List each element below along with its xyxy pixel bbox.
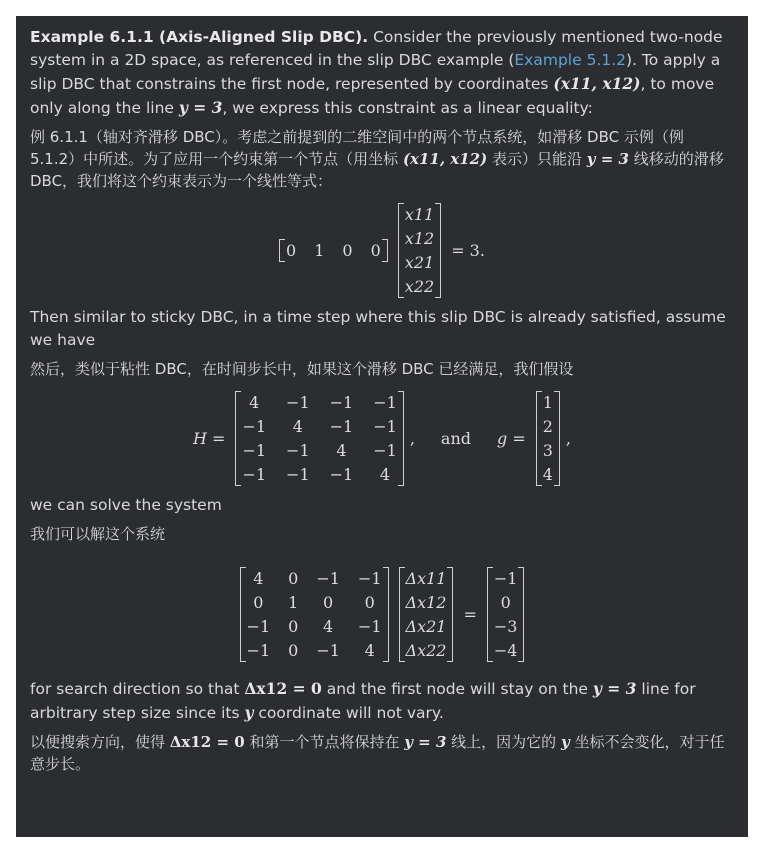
example-title: Example 6.1.1 (Axis-Aligned Slip DBC). (30, 28, 369, 46)
text: 例 6.1.1（轴对齐滑移 DBC）。考虑之前提到的二维空间中的两个节点系统，如滑移 DBC 示例（例 5.1.2）中所述。为了应用一个约束第一个节点（用坐标 (30, 128, 684, 168)
vector-entry: Δx21 (405, 616, 447, 636)
matrix-entry: −1 (316, 640, 340, 660)
equation-rhs: = 3. (451, 240, 485, 260)
matrix-entry: 4 (336, 440, 347, 460)
vector-entry: x22 (404, 276, 435, 296)
matrix-entry: 0 (288, 640, 299, 660)
matrix-entry: −1 (373, 392, 397, 412)
paragraph-search (30, 677, 734, 725)
matrix-entry: 0 (288, 616, 299, 636)
text: Consider the previously mentioned two-node system in a 2D space, as referenced in the slip DBC example ( (30, 28, 723, 69)
text: 以便搜索方向，使得 (30, 733, 170, 751)
matrix-entry: −1 (373, 416, 397, 436)
matrix-entry: −1 (246, 640, 271, 660)
paragraph-then-cn: 然后，类似于粘性 DBC，在时间步长中，如果这个滑移 DBC 已经满足，我们假设 (30, 360, 574, 378)
vector-entry: 1 (542, 392, 553, 412)
system-matrix (240, 567, 389, 662)
math-y: y (560, 733, 570, 751)
row-entry: 0 (286, 240, 297, 260)
paragraph-then: Then similar to sticky DBC, in a time step where this slip DBC is already satisfied, assume we have (30, 308, 726, 349)
example-link[interactable]: Example 5.1.2 (514, 51, 627, 69)
row-entry: 0 (342, 240, 353, 260)
paragraph-intro (30, 26, 734, 120)
text: for search direction so that (30, 680, 245, 698)
matrix-entry: −1 (316, 568, 340, 588)
text: 表示）只能沿 (487, 150, 587, 168)
matrix-entry: 4 (364, 640, 375, 660)
matrix-entry: −1 (373, 440, 397, 460)
vector-entry: Δx22 (405, 640, 447, 660)
math-y: y (244, 703, 254, 722)
vector-entry: 0 (500, 592, 511, 612)
matrix-entry: −1 (357, 568, 382, 588)
coordinate-vector (398, 203, 441, 298)
text: , to move only along the line (30, 75, 715, 117)
matrix-entry: −1 (242, 464, 267, 484)
matrix-entry: −1 (286, 392, 310, 412)
vector-entry: 4 (542, 464, 553, 484)
and-text: and (440, 428, 471, 448)
matrix-entry: 0 (364, 592, 375, 612)
math-coords: (x11, x12) (553, 74, 641, 93)
matrix-entry: 4 (323, 616, 334, 636)
math-line: y = 3 (592, 679, 637, 698)
example-panel (16, 16, 748, 837)
text: 坐标不会变化，对于任意步长。 (30, 733, 725, 773)
matrix-entry: 4 (249, 392, 260, 412)
paragraph-search-cn (30, 731, 734, 775)
equation-hessian (30, 386, 734, 490)
text: and the first node will stay on the (321, 680, 593, 698)
h-label: H = (192, 428, 226, 448)
math-line: y = 3 (586, 150, 629, 168)
matrix-entry: −1 (329, 392, 354, 412)
text: coordinate will not vary. (253, 704, 444, 722)
vector-entry: −4 (493, 640, 518, 660)
matrix-entry: 4 (292, 416, 303, 436)
equation-constraint (30, 198, 734, 302)
matrix-entry: −1 (286, 464, 310, 484)
comma: , (565, 428, 572, 448)
matrix-entry: 4 (253, 568, 264, 588)
vector-entry: −3 (493, 616, 518, 636)
vector-entry: −1 (493, 568, 518, 588)
matrix-entry: 0 (253, 592, 264, 612)
text: , we express this constraint as a linear equality: (222, 99, 593, 117)
text: 线移动的滑移 DBC，我们将这个约束表示为一个线性等式： (30, 150, 724, 190)
rhs-vector (487, 567, 525, 662)
matrix-entry: −1 (242, 440, 267, 460)
matrix-entry: 0 (288, 568, 299, 588)
comma: , (409, 428, 415, 448)
g-label: g = (497, 428, 526, 448)
text: 和第一个节点将保持在 (244, 733, 405, 751)
row-entry: 1 (314, 240, 325, 260)
matrix-entry: −1 (242, 416, 267, 436)
text: 线上，因为它的 (446, 733, 561, 751)
vector-entry: 2 (542, 416, 553, 436)
math-delta: Δx12 = 0 (244, 679, 322, 698)
matrix-entry: 4 (379, 464, 391, 484)
vector-entry: Δx12 (405, 592, 447, 612)
matrix-entry: −1 (357, 616, 382, 636)
equals-sign: = (463, 604, 477, 624)
row-entry: 0 (370, 240, 381, 260)
delta-vector (399, 567, 454, 662)
vector-entry: 3 (542, 440, 553, 460)
row-vector (279, 239, 388, 262)
matrix-entry: −1 (329, 416, 354, 436)
paragraph-solve: we can solve the system (30, 496, 222, 514)
matrix-entry: −1 (286, 440, 310, 460)
hessian-matrix (235, 391, 403, 486)
math-coords: (x11, x12) (402, 150, 488, 168)
matrix-entry: 1 (288, 592, 299, 612)
text: line for arbitrary step size since its (30, 680, 696, 722)
math-delta: Δx12 = 0 (169, 733, 245, 751)
vector-entry: Δx11 (405, 568, 447, 588)
math-line: y = 3 (404, 733, 447, 751)
vector-entry: x21 (404, 252, 435, 272)
matrix-entry: 0 (323, 592, 334, 612)
matrix-entry: −1 (329, 464, 354, 484)
vector-entry: x12 (404, 228, 435, 248)
text: ). To apply a slip DBC that constrains the first node, represented by coordinates (30, 51, 721, 93)
gradient-vector (536, 391, 560, 486)
paragraph-intro-cn (30, 126, 734, 192)
vector-entry: x11 (404, 204, 435, 224)
equation-system (30, 551, 734, 677)
math-line: y = 3 (178, 98, 223, 117)
paragraph-solve-cn: 我们可以解这个系统 (30, 525, 166, 543)
matrix-entry: −1 (246, 616, 271, 636)
